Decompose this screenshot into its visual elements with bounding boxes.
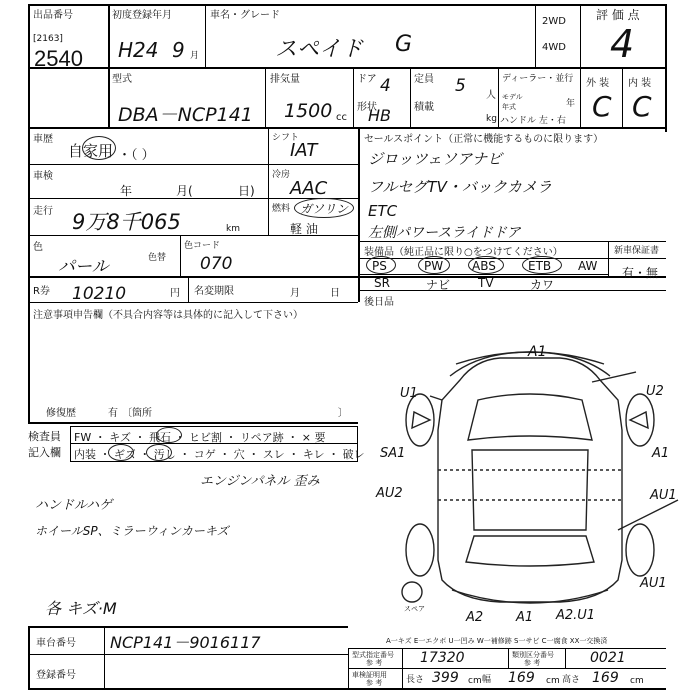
color-value: パール [58,257,109,277]
footer-right-v [348,648,349,688]
code-label: 色コード [184,241,221,251]
inspection-day: 日) [238,184,255,198]
code-value: 070 [200,254,233,274]
v-drive [535,4,536,68]
eq-sr: SR [374,276,390,290]
row-line-1 [28,67,666,69]
kg-unit: kg [486,114,497,124]
repair-label: 修復歴 [46,408,76,419]
v-code [180,235,181,276]
inspection-label: 車検 [33,171,53,182]
insp-circle-1 [156,427,182,443]
selling-points-label: セールスポイント（正常に機能するものに限ります） [364,134,604,145]
exterior-label: 外 装 [586,78,610,89]
name-label: 車名・グレード [210,10,280,21]
length-value: 399 [432,670,459,686]
diagram-mark-sa1: SA1 [380,446,406,461]
car-name: スペイド [275,37,364,62]
exterior-value: C [592,90,612,123]
aircon-label: 冷房 [272,170,291,180]
height-label: 高さ [562,675,581,685]
displacement-value: 1500 [284,100,333,122]
row-line-eq3 [358,274,608,275]
diagram-memo: スペア [404,605,425,613]
reg-label: 登録番号 [36,670,76,681]
height-cm: cm [630,676,644,686]
v-mid [358,127,360,302]
row-line-eq2 [358,258,666,259]
footer-right-mid [348,668,666,669]
diagram-mark-a1-top: A1 [528,344,547,360]
class-value: 0021 [590,650,626,666]
diagram-mark-u1: U1 [400,386,418,401]
history-paren: ・（ ） [118,148,155,163]
shape-label: 形状 [357,102,377,113]
eq-leather: カワ [530,278,555,292]
inspection-year: 年 [120,184,133,198]
year-unit-2: 年 [566,99,576,109]
v-shift [268,127,269,236]
door-label: ドア [357,74,377,85]
class-ref: 参 考 [524,659,541,667]
notes-label: 注意事項申告欄（不具合内容等は具体的に記入して下さい） [33,310,303,321]
handwritten-4: 各 キズ·M [45,599,117,618]
drive-4wd: 4WD [542,42,566,53]
diagram-mark-au1-right: AU1 [650,488,677,503]
rear-item-label: 後日品 [364,297,394,308]
row-line-6 [28,276,666,278]
drive-2wd: 2WD [542,16,566,27]
length-label: 長さ [406,675,425,685]
insp-circle-3 [146,444,172,461]
model-label: 型式 [112,74,132,85]
diagram-mark-a2-u1: A2.U1 [556,608,596,623]
month-unit: 月 [190,51,200,61]
eq-aw: AW [578,259,598,273]
v-lot [108,4,110,128]
handwritten-3: ホイールSP、ミラーウィンカーキズ [35,524,229,538]
dims-ref: 参 考 [366,679,383,687]
footer-left [28,626,30,688]
eq-ps: PS [372,259,387,273]
diagram-mark-au1-rear: AU1 [640,576,667,591]
door-value: 4 [380,76,391,96]
footer-class-v [508,648,509,668]
v-door [353,67,354,128]
cert-label: 型式指定番号 [352,651,394,659]
lot-label: 出品番号 [33,10,73,21]
handle-label: ハンドル 左・右 [500,116,566,126]
eq-pw-circle [418,256,450,274]
row-line-2 [28,127,666,129]
cert-ref: 参 考 [366,659,383,667]
eq-pw: PW [424,259,444,273]
registration-label: 名変期限 [194,286,234,297]
footer-top [28,626,348,628]
cert-value: 17320 [420,650,465,666]
lot-number: 2540 [34,46,83,71]
inspector-label-2: 記入欄 [28,446,61,459]
eq-tv: TV [478,276,494,290]
handwritten-1: エンジンパネル 歪み [200,474,320,489]
registration-day: 日 [330,288,340,299]
aircon-value: AAC [290,178,328,199]
repair-close: 〕 [338,408,348,419]
repair-value: 有 [108,408,118,419]
inspector-row2: 内装 ・ ギズ ・ 汚し ・ コゲ ・ 穴 ・ スレ ・ キレ ・ 破レ [74,448,365,461]
insp-h1 [70,426,358,427]
v-warranty [608,241,609,276]
shape-value: HB [368,106,392,125]
selling-point-2: フルセグTV・バックカメラ [368,178,552,196]
inspection-month: 月( [176,184,193,198]
eq-navi: ナビ [426,278,451,292]
chassis-label: 車台番号 [36,638,76,649]
eq-ps-circle [366,256,396,274]
v-score [580,4,581,128]
dealer-label: ディーラー・並行 [502,74,574,84]
first-reg-label: 初度登録年月 [112,10,172,21]
selling-point-3: ETC [368,202,398,220]
height-value: 169 [592,670,619,686]
footer-mid [28,654,348,655]
warranty-label: 新車保証書 [614,246,660,256]
capacity-value: 5 [455,76,466,96]
insp-circle-2 [108,444,134,461]
eq-abs-circle [468,256,504,274]
first-reg-era: H24 [118,38,159,62]
fuel-label: 燃料 [272,204,291,214]
mileage-label: 走行 [33,206,53,217]
shift-value: IAT [290,140,318,161]
footer-vsplit [104,626,105,688]
footer-class-v2 [565,648,566,668]
capacity-unit: 人 [486,90,496,101]
capacity-label: 定員 [414,74,434,85]
diagram-mark-u2: U2 [646,384,664,399]
registration-month: 月 [290,288,300,299]
eq-abs: ABS [472,259,496,273]
v-cap [410,67,411,128]
first-reg-month: 9 [172,38,185,62]
diagram-mark-au2: AU2 [376,486,403,501]
shift-label: シフト [272,133,300,143]
equipment-label: 装備品（純正品に限り○をつけてください） [364,247,563,258]
row-line-8 [28,422,358,424]
width-label: 幅 [482,675,492,685]
load-label: 積載 [414,102,434,113]
score-value: 4 [610,22,635,66]
v-disp [265,67,266,128]
inspector-label-1: 検査員 [28,430,61,443]
diagram-legend: A一キズ E一エクボ U一凹み W一補修跡 S一サビ C一腐食 XX一交換済 [386,637,608,645]
selling-point-4: 左側パワースライドドア [368,225,521,241]
v-recycle [188,276,189,302]
inspector-row1: FW ・ キズ ・ 飛石 ・ ヒビ割 ・ リペア跡 ・ × 要 [74,431,326,444]
recycle-value: 10210 [72,284,127,304]
width-cm: cm [546,676,560,686]
fuel-alt: 軽 油 [290,222,318,236]
diagram-mark-a2: A2 [466,610,484,625]
length-cm: cm [468,676,482,686]
width-value: 169 [508,670,535,686]
footer-bottom [28,688,666,690]
row-line-3 [28,164,358,165]
row-line-after [358,290,666,291]
history-value: 自家用 [68,142,114,160]
score-label: 評 価 点 [596,8,640,22]
diagram-mark-a1-right: A1 [652,446,670,461]
displacement-label: 排気量 [270,74,300,85]
chassis-value: NCP141－9016117 [110,633,261,652]
model-value: DBA－NCP141 [118,104,253,126]
history-circle [82,136,116,160]
selling-point-1: ジロッツェソアナビ [368,150,503,168]
footer-right-top [348,648,666,649]
class-label: 類別区分番号 [512,651,554,659]
model-year-label: モデル年式 [502,93,523,111]
repair-place: 〔箇所 [122,408,152,419]
grade: G [395,32,413,57]
v-name [205,4,206,68]
mileage-unit: km [226,224,240,234]
repaint-label: 色替 [148,253,167,263]
handwritten-2: ハンドルハゲ [35,498,113,513]
history-label: 車歴 [33,134,53,145]
mileage-value: 9万8千065 [72,210,181,234]
fuel-value: ガソリン [300,202,349,216]
lot-small: [2163] [33,34,63,44]
diagram-mark-a1-bottom: A1 [516,610,534,625]
insp-v [70,426,71,462]
eq-etb-circle [522,256,562,274]
footer-cert-v [402,648,403,688]
v-extint [622,67,623,128]
interior-label: 内 装 [628,78,652,89]
dims-label: 車検証明用 [352,671,387,679]
recycle-yen: 円 [170,288,180,299]
eq-etb: ETB [528,259,552,273]
warranty-value: 有・無 [622,266,659,280]
interior-value: C [632,90,652,123]
recycle-label: R券 [33,286,50,297]
v-dealer [498,67,499,128]
fuel-circle [294,198,354,218]
color-label: 色 [33,242,43,253]
cc-unit: cc [336,112,347,123]
